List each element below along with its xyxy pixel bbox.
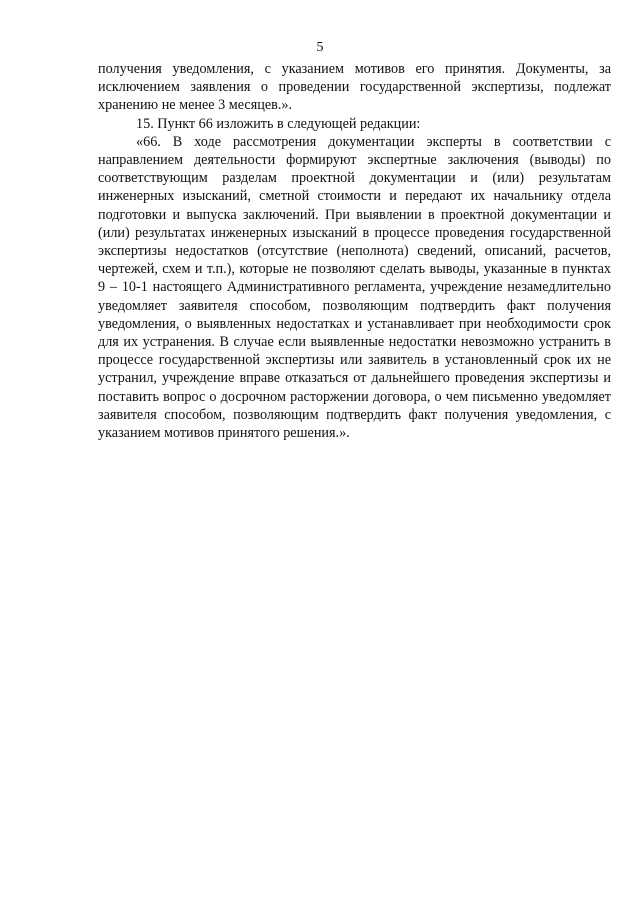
document-body xyxy=(98,60,611,442)
paragraph-item-66: «66. В ходе рассмотрения документации эксперты в соответствии с направлением деятельности формируют экспертные заключения (выводы) по соответствующим разделам проектной документации и (или) результатам инженерных изысканий, сметной стоимости и передают их начальнику отдела подготовки и выпуска заключений. При выявлении в проектной документации и (или) результатах инженерных изысканий в процессе проведения государственной экспертизы недостатков (отсутствие (неполнота) сведений, описаний, расчетов, чертежей, схем и т.п.), которые не позволяют сделать выводы, указанные в пунктах 9 – 10-1 настоящего Административного регламента, учреждение незамедлительно уведомляет заявителя способом, позволяющим подтвердить факт получения уведомления, о выявленных недостатках и устанавливает при необходимости срок для их устранения. В случае если выявленные недостатки невозможно устранить в процессе государственной экспертизы или заявитель в установленный срок их не устранил, учреждение вправе отказаться от дальнейшего проведения экспертизы и поставить вопрос о досрочном расторжении договора, о чем письменно уведомляет заявителя способом, позволяющим подтвердить факт получения уведомления, с указанием мотивов принятого решения.». xyxy=(98,133,611,442)
paragraph-continuation: получения уведомления, с указанием мотивов его принятия. Документы, за исключением заявления о проведении государственной экспертизы, подлежат хранению не менее 3 месяцев.». xyxy=(98,61,611,114)
paragraph-item-15: 15. Пункт 66 изложить в следующей редакции: xyxy=(136,115,421,132)
page-number: 5 xyxy=(316,40,324,55)
